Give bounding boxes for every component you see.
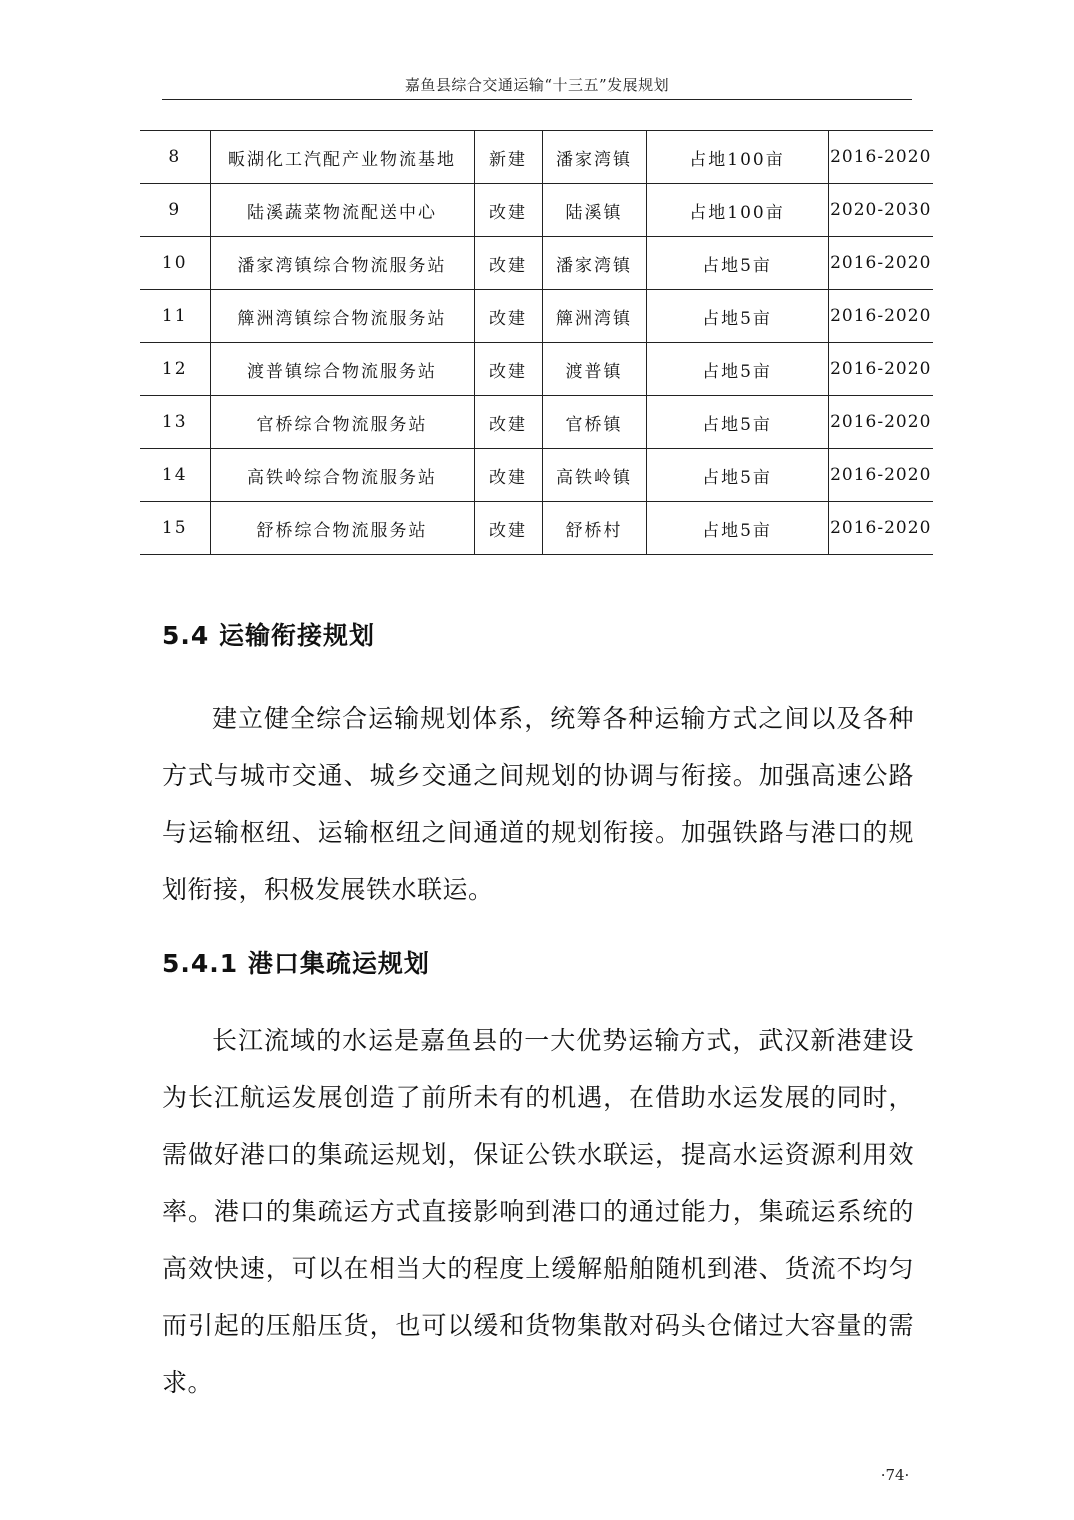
scale-cell: 占地5亩 (646, 396, 828, 449)
row-number-cell: 13 (140, 396, 210, 449)
table-row (140, 131, 933, 184)
location-cell: 舒桥村 (542, 502, 646, 555)
subsection-heading: 5.4.1 港口集疏运规划 (162, 949, 430, 978)
period-cell: 2016-2020 (828, 343, 933, 396)
project-name-cell: 畈湖化工汽配产业物流基地 (210, 131, 474, 184)
period-cell: 2020-2030 (828, 184, 933, 237)
project-name-cell: 潘家湾镇综合物流服务站 (210, 237, 474, 290)
page-number: ·74· (880, 1466, 910, 1484)
location-cell: 高铁岭镇 (542, 449, 646, 502)
location-cell: 潘家湾镇 (542, 237, 646, 290)
table-row (140, 449, 933, 502)
period-cell: 2016-2020 (828, 396, 933, 449)
row-number-cell: 14 (140, 449, 210, 502)
location-cell: 官桥镇 (542, 396, 646, 449)
location-cell: 潘家湾镇 (542, 131, 646, 184)
table-row (140, 290, 933, 343)
location-cell: 陆溪镇 (542, 184, 646, 237)
scale-cell: 占地100亩 (646, 184, 828, 237)
build-type-cell: 改建 (474, 449, 542, 502)
table-body (140, 131, 933, 555)
table-row (140, 237, 933, 290)
build-type-cell: 改建 (474, 396, 542, 449)
scale-cell: 占地5亩 (646, 290, 828, 343)
row-number-cell: 10 (140, 237, 210, 290)
period-cell: 2016-2020 (828, 449, 933, 502)
section-heading: 5.4 运输衔接规划 (162, 621, 375, 650)
section-paragraph: 建立健全综合运输规划体系，统筹各种运输方式之间以及各种方式与城市交通、城乡交通之间规划的协调与衔接。加强高速公路与运输枢纽、运输枢纽之间通道的规划衔接。加强铁路与港口的规划衔接，积极发展铁水联运。 (162, 704, 914, 904)
table-row (140, 343, 933, 396)
build-type-cell: 改建 (474, 184, 542, 237)
scale-cell: 占地5亩 (646, 502, 828, 555)
table-row (140, 184, 933, 237)
location-cell: 渡普镇 (542, 343, 646, 396)
header-rule (162, 99, 912, 100)
row-number-cell: 11 (140, 290, 210, 343)
table-row (140, 396, 933, 449)
row-number-cell: 9 (140, 184, 210, 237)
project-name-cell: 渡普镇综合物流服务站 (210, 343, 474, 396)
project-name-cell: 簰洲湾镇综合物流服务站 (210, 290, 474, 343)
project-name-cell: 舒桥综合物流服务站 (210, 502, 474, 555)
logistics-table (140, 130, 933, 555)
build-type-cell: 改建 (474, 343, 542, 396)
scale-cell: 占地5亩 (646, 237, 828, 290)
period-cell: 2016-2020 (828, 237, 933, 290)
build-type-cell: 改建 (474, 290, 542, 343)
period-cell: 2016-2020 (828, 131, 933, 184)
row-number-cell: 8 (140, 131, 210, 184)
row-number-cell: 15 (140, 502, 210, 555)
scale-cell: 占地5亩 (646, 343, 828, 396)
period-cell: 2016-2020 (828, 290, 933, 343)
build-type-cell: 改建 (474, 237, 542, 290)
build-type-cell: 新建 (474, 131, 542, 184)
location-cell: 簰洲湾镇 (542, 290, 646, 343)
period-cell: 2016-2020 (828, 502, 933, 555)
subsection-paragraph: 长江流域的水运是嘉鱼县的一大优势运输方式，武汉新港建设为长江航运发展创造了前所未有的机遇，在借助水运发展的同时，需做好港口的集疏运规划，保证公铁水联运，提高水运资源利用效率。港口的集疏运方式直接影响到港口的通过能力，集疏运系统的高效快速，可以在相当大的程度上缓解船舶随机到港、货流不均匀而引起的压船压货，也可以缓和货物集散对码头仓储过大容量的需求。 (162, 1026, 914, 1397)
project-name-cell: 陆溪蔬菜物流配送中心 (210, 184, 474, 237)
scale-cell: 占地100亩 (646, 131, 828, 184)
project-name-cell: 官桥综合物流服务站 (210, 396, 474, 449)
table-row (140, 502, 933, 555)
page-header: 嘉鱼县综合交通运输“十三五”发展规划 (404, 76, 670, 94)
scale-cell: 占地5亩 (646, 449, 828, 502)
build-type-cell: 改建 (474, 502, 542, 555)
row-number-cell: 12 (140, 343, 210, 396)
project-name-cell: 高铁岭综合物流服务站 (210, 449, 474, 502)
